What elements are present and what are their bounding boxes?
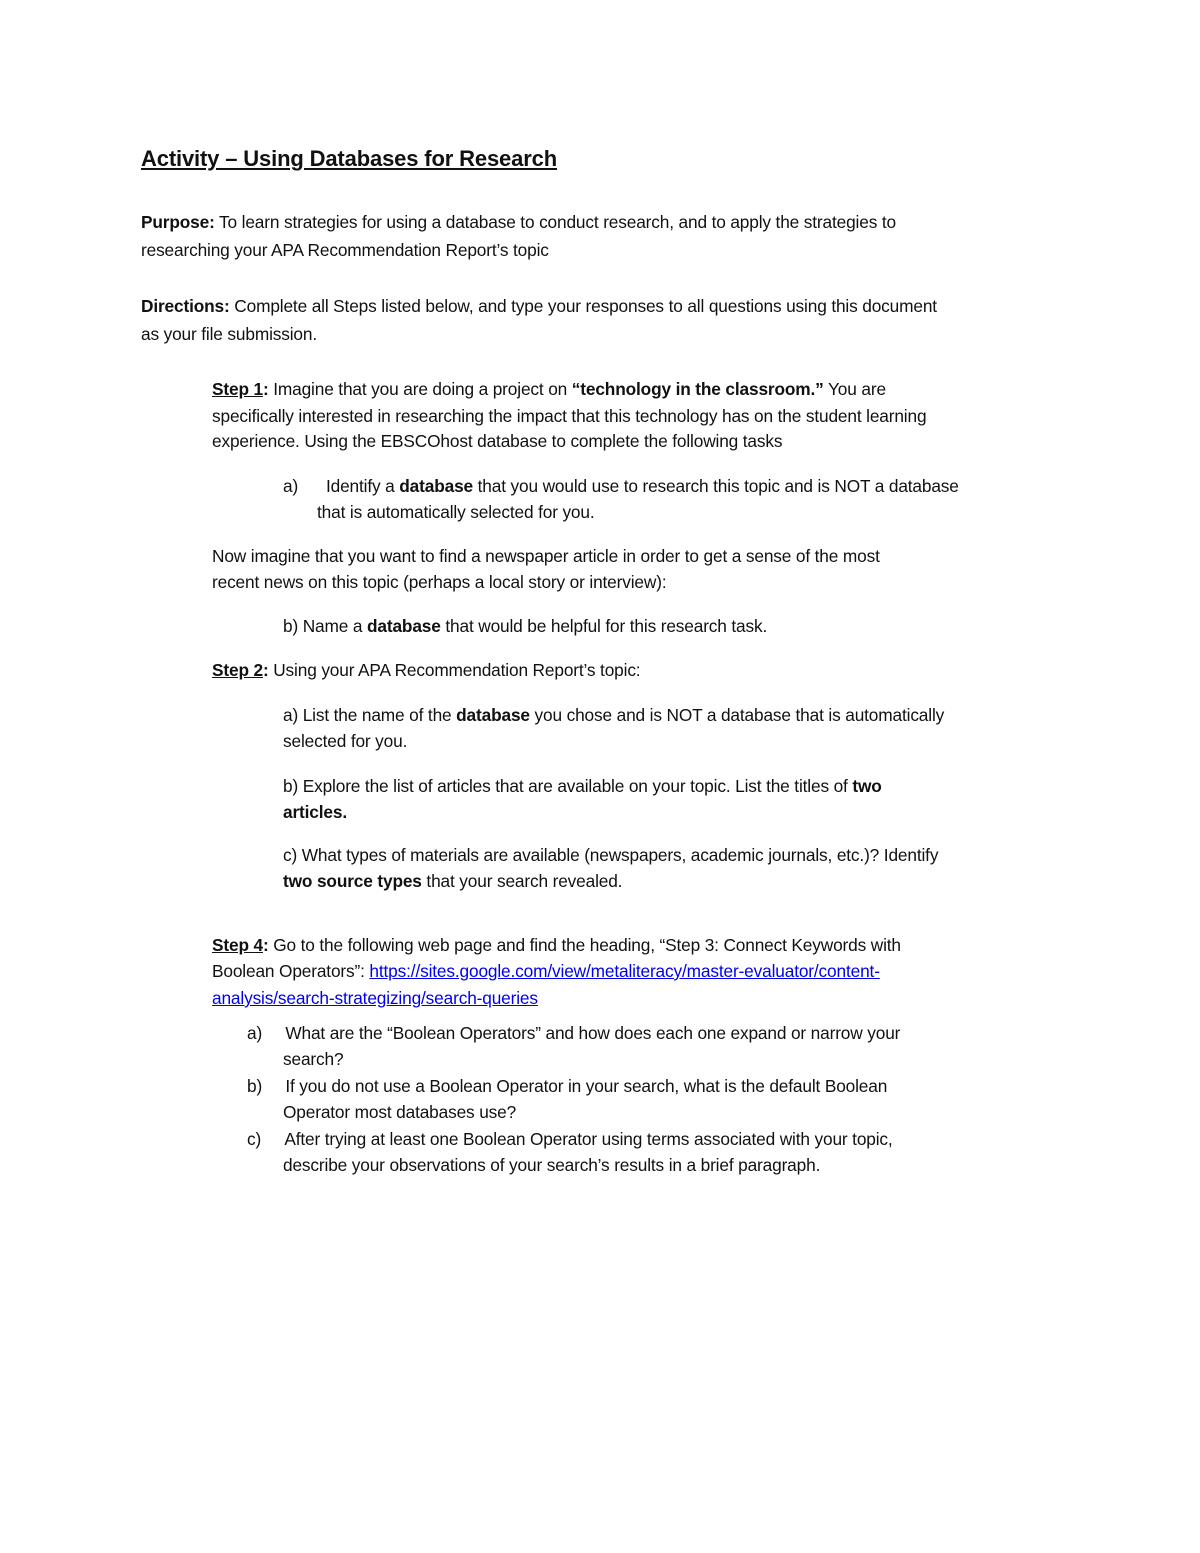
text-segment: that is automatically selected for you. (317, 502, 595, 522)
bold-text: : (262, 935, 269, 955)
text-line (283, 775, 882, 797)
text-line (283, 475, 959, 497)
text-segment: Operator most databases use? (283, 1102, 517, 1122)
text-line (283, 801, 347, 823)
bold-text: Directions: (141, 296, 230, 316)
bold-text: two source types (283, 871, 422, 891)
text-segment: c) After trying at least one Boolean Operator using terms associated with your topic, (247, 1129, 893, 1149)
text-segment: b) Explore the list of articles that are available on your topic. List the titles of (283, 776, 853, 796)
text-segment: a) What are the “Boolean Operators” and how does each one expand or narrow your (247, 1023, 901, 1043)
text-segment: a) Identify a (283, 476, 400, 496)
text-segment: c) What types of materials are available (newspapers, academic journals, etc.)? Identify (283, 845, 939, 865)
text-segment: Boolean Operators”: (212, 961, 370, 981)
text-segment: Go to the following web page and find the heading, “Step 3: Connect Keywords with (268, 935, 901, 955)
bold-text: articles. (283, 802, 347, 822)
text-line (141, 239, 549, 261)
hyperlink[interactable]: https://sites.google.com/view/metaliteracy/master-evaluator/content- (369, 961, 880, 981)
text-line (212, 571, 666, 593)
text-segment: experience. Using the EBSCOhost database to complete the following tasks (212, 431, 783, 451)
text-segment: b) If you do not use a Boolean Operator in your search, what is the default Boolean (247, 1076, 888, 1096)
text-segment: a) List the name of the (283, 705, 457, 725)
text-segment: Imagine that you are doing a project on (268, 379, 572, 399)
bold-text: two (852, 776, 882, 796)
text-line (212, 987, 538, 1009)
bold-text: “technology in the classroom.” (571, 379, 824, 399)
text-line (317, 501, 595, 523)
text-segment: researching your APA Recommendation Report’s topic (141, 240, 549, 260)
text-segment: describe your observations of your search’s results in a brief paragraph. (283, 1155, 821, 1175)
text-line (141, 295, 937, 317)
text-line (212, 378, 886, 400)
text-segment: Now imagine that you want to find a newspaper article in order to get a sense of the most (212, 546, 880, 566)
text-segment: that you would use to research this topic and is NOT a database (473, 476, 959, 496)
text-segment: search? (283, 1049, 344, 1069)
text-segment: To learn strategies for using a database to conduct research, and to apply the strategies to (214, 212, 896, 232)
text-segment: Using your APA Recommendation Report’s topic: (268, 660, 641, 680)
text-line (247, 1128, 893, 1150)
text-line (212, 545, 880, 567)
bold-text: Step 4 (212, 935, 263, 955)
text-line (212, 405, 926, 427)
text-segment: that would be helpful for this research task. (440, 616, 768, 636)
text-segment: You are (823, 379, 886, 399)
bold-text: Step 1 (212, 379, 263, 399)
bold-text: : (262, 660, 269, 680)
bold-text: Step 2 (212, 660, 263, 680)
text-line (212, 659, 640, 681)
hyperlink[interactable]: analysis/search-strategizing/search-queries (212, 988, 538, 1008)
text-segment: as your file submission. (141, 324, 318, 344)
text-segment: b) Name a (283, 616, 367, 636)
text-line (283, 844, 938, 866)
bold-text: database (366, 616, 441, 636)
text-segment: you chose and is NOT a database that is automatically (529, 705, 945, 725)
text-line (283, 1101, 516, 1123)
text-line (212, 934, 901, 956)
text-line (141, 211, 896, 233)
text-line (283, 615, 767, 637)
text-line (247, 1075, 887, 1097)
text-segment: recent news on this topic (perhaps a local story or interview): (212, 572, 667, 592)
text-segment: that your search revealed. (421, 871, 623, 891)
text-line (212, 430, 782, 452)
text-line (283, 1154, 820, 1176)
text-line (283, 1048, 343, 1070)
text-line (283, 870, 622, 892)
text-segment: specifically interested in researching the impact that this technology has on the student learning (212, 406, 927, 426)
bold-text: database (456, 705, 530, 725)
text-segment: Complete all Steps listed below, and type your responses to all questions using this document (229, 296, 937, 316)
text-segment: selected for you. (283, 731, 408, 751)
text-line (283, 730, 407, 752)
text-line (212, 960, 880, 982)
bold-text: database (399, 476, 473, 496)
text-line (141, 323, 317, 345)
text-line (283, 704, 944, 726)
page-title: Activity – Using Databases for Research (141, 146, 557, 171)
bold-text: Purpose: (141, 212, 215, 232)
bold-text: : (262, 379, 269, 399)
text-line (247, 1022, 900, 1044)
